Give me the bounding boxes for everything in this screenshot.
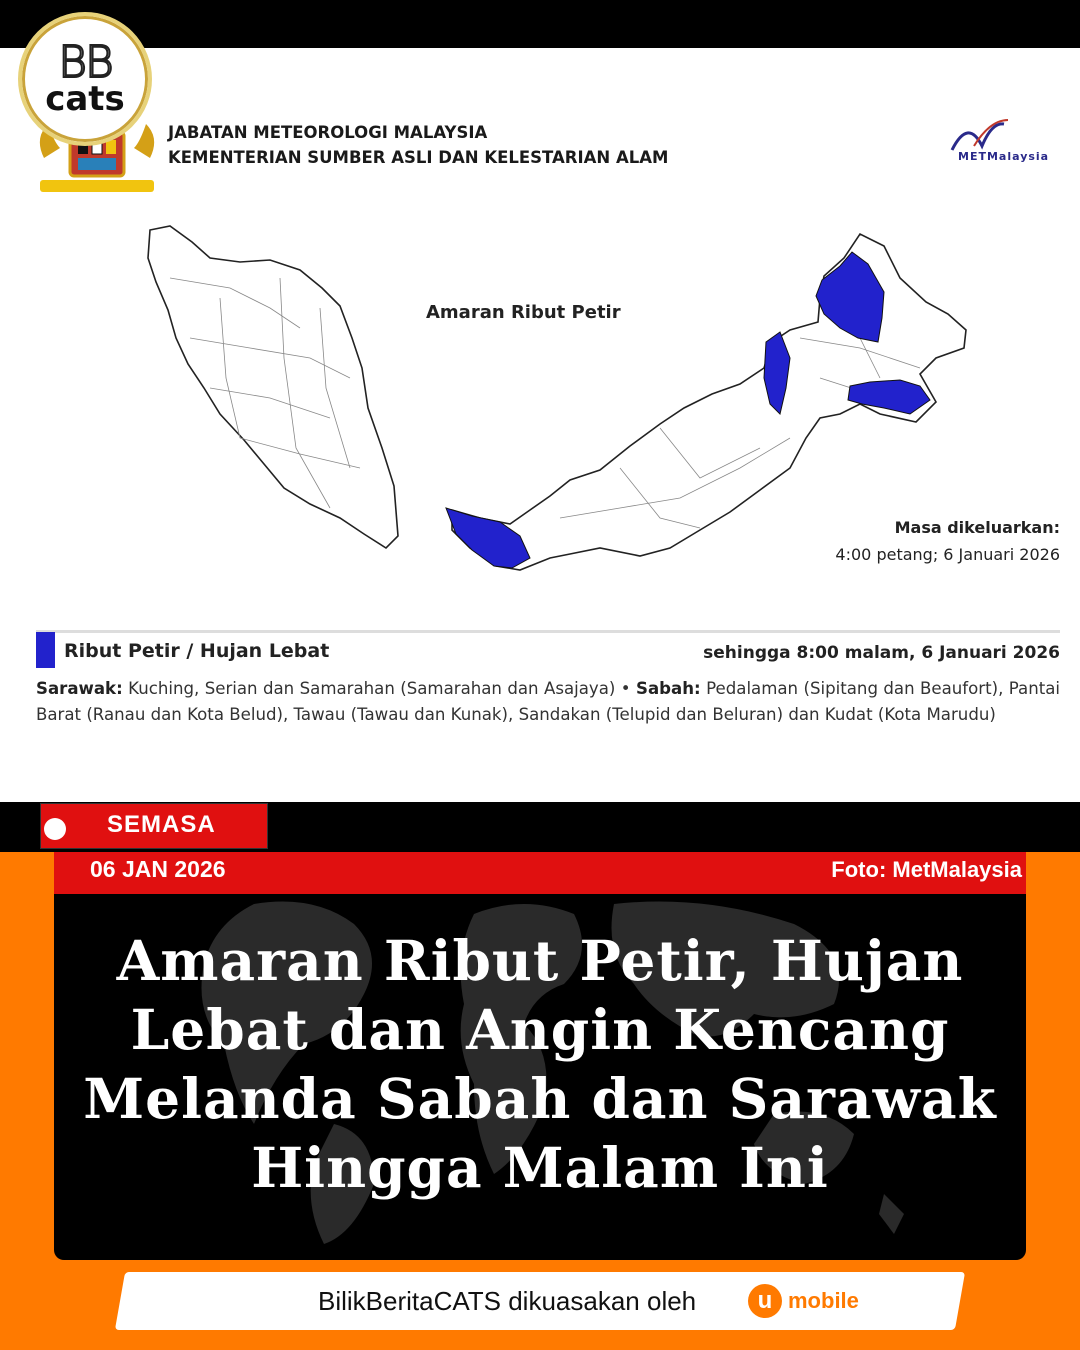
photo-credit: Foto: MetMalaysia xyxy=(831,857,1022,882)
bbcats-logo xyxy=(18,12,152,146)
issued-label: Masa dikeluarkan: xyxy=(894,518,1060,537)
sarawak-label: Sarawak: xyxy=(36,679,123,698)
map-title: Amaran Ribut Petir xyxy=(426,302,621,323)
headline-panel xyxy=(54,894,1026,1260)
headline: Amaran Ribut Petir, Hujan Lebat dan Angin Kencang Melanda Sabah dan Sarawak Hingga Malam Ini xyxy=(83,928,997,1200)
agency-line-2: KEMENTERIAN SUMBER ASLI DAN KELESTARIAN ALAM xyxy=(168,148,669,167)
umobile-u-icon: u xyxy=(748,1284,782,1318)
valid-until: sehingga 8:00 malam, 6 Januari 2026 xyxy=(703,643,1060,663)
category-tag-label: SEMASA xyxy=(107,811,216,838)
met-bulletin-image xyxy=(0,48,1080,802)
sabah-areas: Pedalaman (Sipitang dan Beaufort), Pantai Barat (Ranau dan Kota Belud), Tawau (Tawau dan Kunak), Sandakan (Telupid dan Beluran) dan Kudat (Kota Marudu) xyxy=(36,679,1061,724)
live-dot-icon xyxy=(44,818,66,840)
sponsor-text: BilikBeritaCATS dikuasakan oleh xyxy=(318,1286,697,1316)
sarawak-areas: Kuching, Serian dan Samarahan (Samarahan dan Asajaya) • xyxy=(128,679,631,698)
agency-name xyxy=(168,120,668,170)
met-logo-text: METMalaysia xyxy=(958,150,1050,163)
agency-line-1: JABATAN METEOROLOGI MALAYSIA xyxy=(168,123,488,142)
peninsular-malaysia xyxy=(148,226,398,548)
sabah-label: Sabah: xyxy=(636,679,701,698)
warning-area-kuching-samarahan xyxy=(446,508,530,568)
legend-divider xyxy=(36,630,1060,633)
issued-time: 4:00 petang; 6 Januari 2026 xyxy=(835,545,1060,564)
logo-bb: BB xyxy=(58,37,112,88)
logo-cats: cats xyxy=(45,79,125,119)
umobile-wordmark: mobile xyxy=(788,1288,859,1313)
issued-time-block xyxy=(835,514,1060,568)
top-black-bar xyxy=(0,0,1080,48)
legend-label: Ribut Petir / Hujan Lebat xyxy=(64,640,330,662)
umobile-logo xyxy=(748,1283,859,1319)
metmalaysia-logo xyxy=(944,116,1059,170)
affected-areas xyxy=(36,676,1060,728)
legend-color-swatch xyxy=(36,632,55,668)
post-date: 06 JAN 2026 xyxy=(90,856,226,882)
warning-area-tawau-kunak xyxy=(848,380,930,414)
